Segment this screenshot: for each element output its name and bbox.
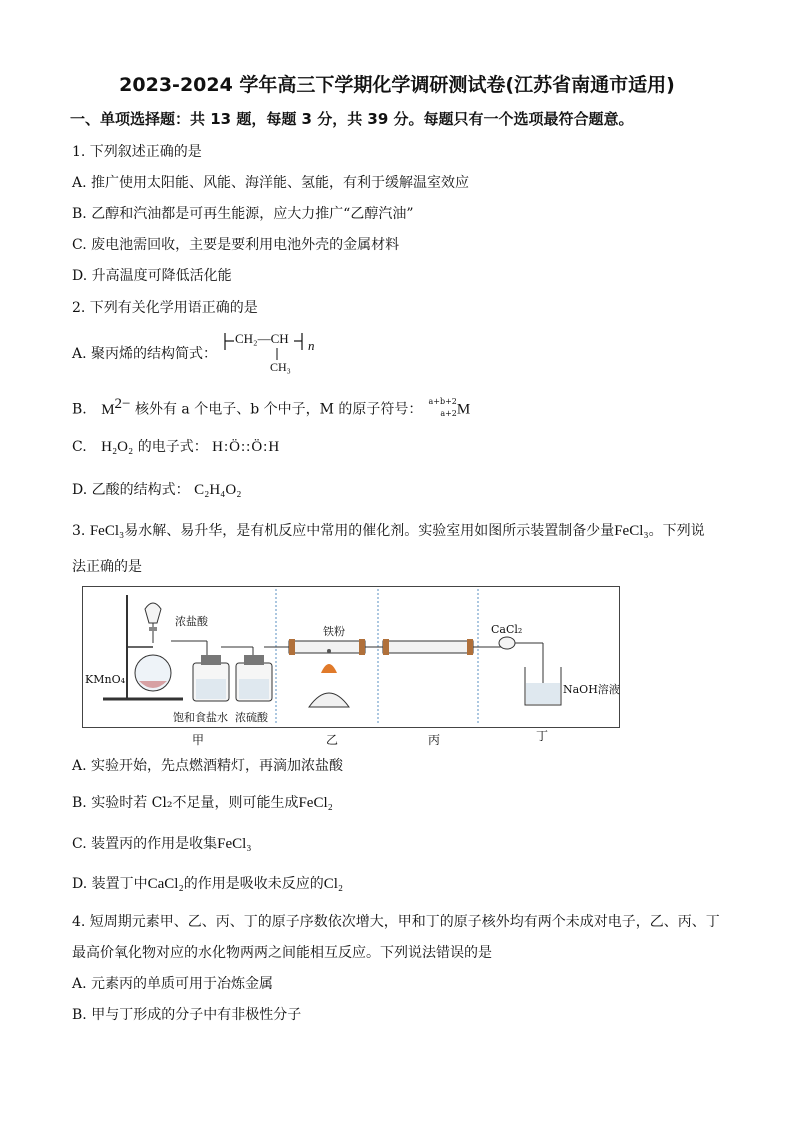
apparatus-diagram — [82, 586, 620, 728]
q2-option-d-formula: C₂H₄O₂ — [194, 482, 242, 498]
label-saturated-nacl: 饱和食盐水 — [173, 711, 228, 724]
q3-option-d — [72, 873, 343, 893]
q1-option-c: C. 废电池需回收，主要是要利用电池外壳的金属材料 — [72, 237, 400, 253]
label-cacl2: CaCl₂ — [491, 623, 523, 636]
q3-stem-end: 。下列说 — [648, 523, 705, 539]
q2-option-b-prefix: B. — [72, 401, 87, 418]
segment-label-bing: 丙 — [428, 733, 441, 747]
label-conc-h2so4: 浓硫酸 — [235, 711, 268, 724]
q2-option-c-prefix: C. — [72, 439, 87, 455]
q3-option-c — [72, 833, 252, 853]
q1-option-a: A. 推广使用太阳能、风能、海洋能、氢能，有利于缓解温室效应 — [72, 175, 470, 191]
q2-option-c-electron-dot: H:Ö::Ö:H — [212, 439, 281, 455]
q2-option-b-ion: M — [101, 401, 115, 418]
polypropylene-n: n — [308, 338, 315, 353]
q3-option-d-formula2: Cl₂ — [323, 876, 344, 892]
q1-option-d: D. 升高温度可降低活化能 — [72, 268, 232, 284]
nuclide-mass-number: a+b+2 — [428, 396, 457, 406]
segment-label-ding: 丁 — [536, 729, 549, 743]
q1-stem: 1. 下列叙述正确的是 — [72, 144, 202, 160]
q3-stem-line2: 法正确的是 — [72, 559, 142, 575]
label-conc-hcl: 浓盐酸 — [175, 615, 208, 628]
q3-stem-mid: 易水解、易升华，是有机反应中常用的催化剂。实验室用如图所示装置制备少量 — [124, 523, 615, 539]
q4-option-b: B. 甲与丁形成的分子中有非极性分子 — [72, 1007, 302, 1023]
label-naoh: NaOH溶液 — [563, 683, 620, 696]
label-iron-powder: 铁粉 — [323, 625, 345, 638]
q4-stem-line1: 4. 短周期元素甲、乙、丙、丁的原子序数依次增大，甲和丁的原子核外均有两个未成对电子，乙、丙、丁 — [72, 914, 720, 930]
q2-option-b-ion-charge: 2− — [114, 396, 131, 412]
q3-option-d-text2: 的作用是吸收未反应的 — [183, 876, 324, 892]
q2-option-c-text: 的电子式： — [137, 439, 208, 455]
segment-label-jia: 甲 — [192, 733, 205, 747]
q3-stem-fecl3: FeCl₃ — [89, 523, 125, 539]
q4-option-a: A. 元素丙的单质可用于冶炼金属 — [72, 976, 274, 992]
q2-option-a — [72, 343, 217, 363]
q2-option-c — [72, 436, 280, 456]
q2-option-b-text: 核外有 a 个电子、b 个中子，M 的原子符号： — [134, 401, 423, 418]
polypropylene-structure — [220, 328, 330, 380]
nuclide-atomic-number: a+2 — [440, 408, 457, 418]
q2-option-c-formula: H₂O₂ — [101, 439, 134, 455]
q2-option-b — [72, 396, 470, 419]
segment-label-yi: 乙 — [326, 733, 339, 747]
q2-option-a-text: A. 聚丙烯的结构简式： — [72, 346, 218, 362]
q3-option-b-formula: FeCl₂ — [298, 795, 333, 811]
nuclide-symbol: M — [456, 401, 471, 418]
q3-option-d-formula1: CaCl₂ — [147, 876, 184, 892]
polypropylene-methyl: CH₃ — [270, 360, 291, 374]
label-kmno4: KMnO₄ — [85, 673, 125, 686]
q3-option-c-text: C. 装置丙的作用是收集 — [72, 836, 218, 852]
q2-stem: 2. 下列有关化学用语正确的是 — [72, 300, 258, 316]
q3-stem-fecl3-b: FeCl₃ — [614, 523, 649, 539]
q2-option-d — [72, 479, 241, 499]
q2-option-b-nuclide — [427, 396, 457, 418]
section-heading: 一、单项选择题：共 13 题，每题 3 分，共 39 分。每题只有一个选项最符合题意。 — [70, 110, 634, 128]
q1-option-b: B. 乙醇和汽油都是可再生能源，应大力推广“乙醇汽油” — [72, 206, 414, 222]
page-title: 2023-2024 学年高三下学期化学调研测试卷(江苏省南通市适用) — [119, 74, 675, 96]
q3-option-c-formula: FeCl₃ — [217, 836, 252, 852]
q3-stem-prefix: 3. — [72, 523, 86, 539]
q3-option-b-text: B. 实验时若 Cl₂不足量，则可能生成 — [72, 795, 299, 811]
polypropylene-main-chain: CH₂—CH — [235, 331, 289, 346]
q4-stem-line2: 最高价氧化物对应的水化物两两之间能相互反应。下列说法错误的是 — [72, 945, 492, 961]
q3-option-a: A. 实验开始，先点燃酒精灯，再滴加浓盐酸 — [72, 758, 344, 774]
q3-stem — [72, 520, 705, 540]
q3-option-b — [72, 792, 333, 812]
apparatus-drawing — [83, 587, 619, 727]
q3-option-d-text1: D. 装置丁中 — [72, 876, 148, 892]
q2-option-d-text: D. 乙酸的结构式： — [72, 482, 190, 498]
